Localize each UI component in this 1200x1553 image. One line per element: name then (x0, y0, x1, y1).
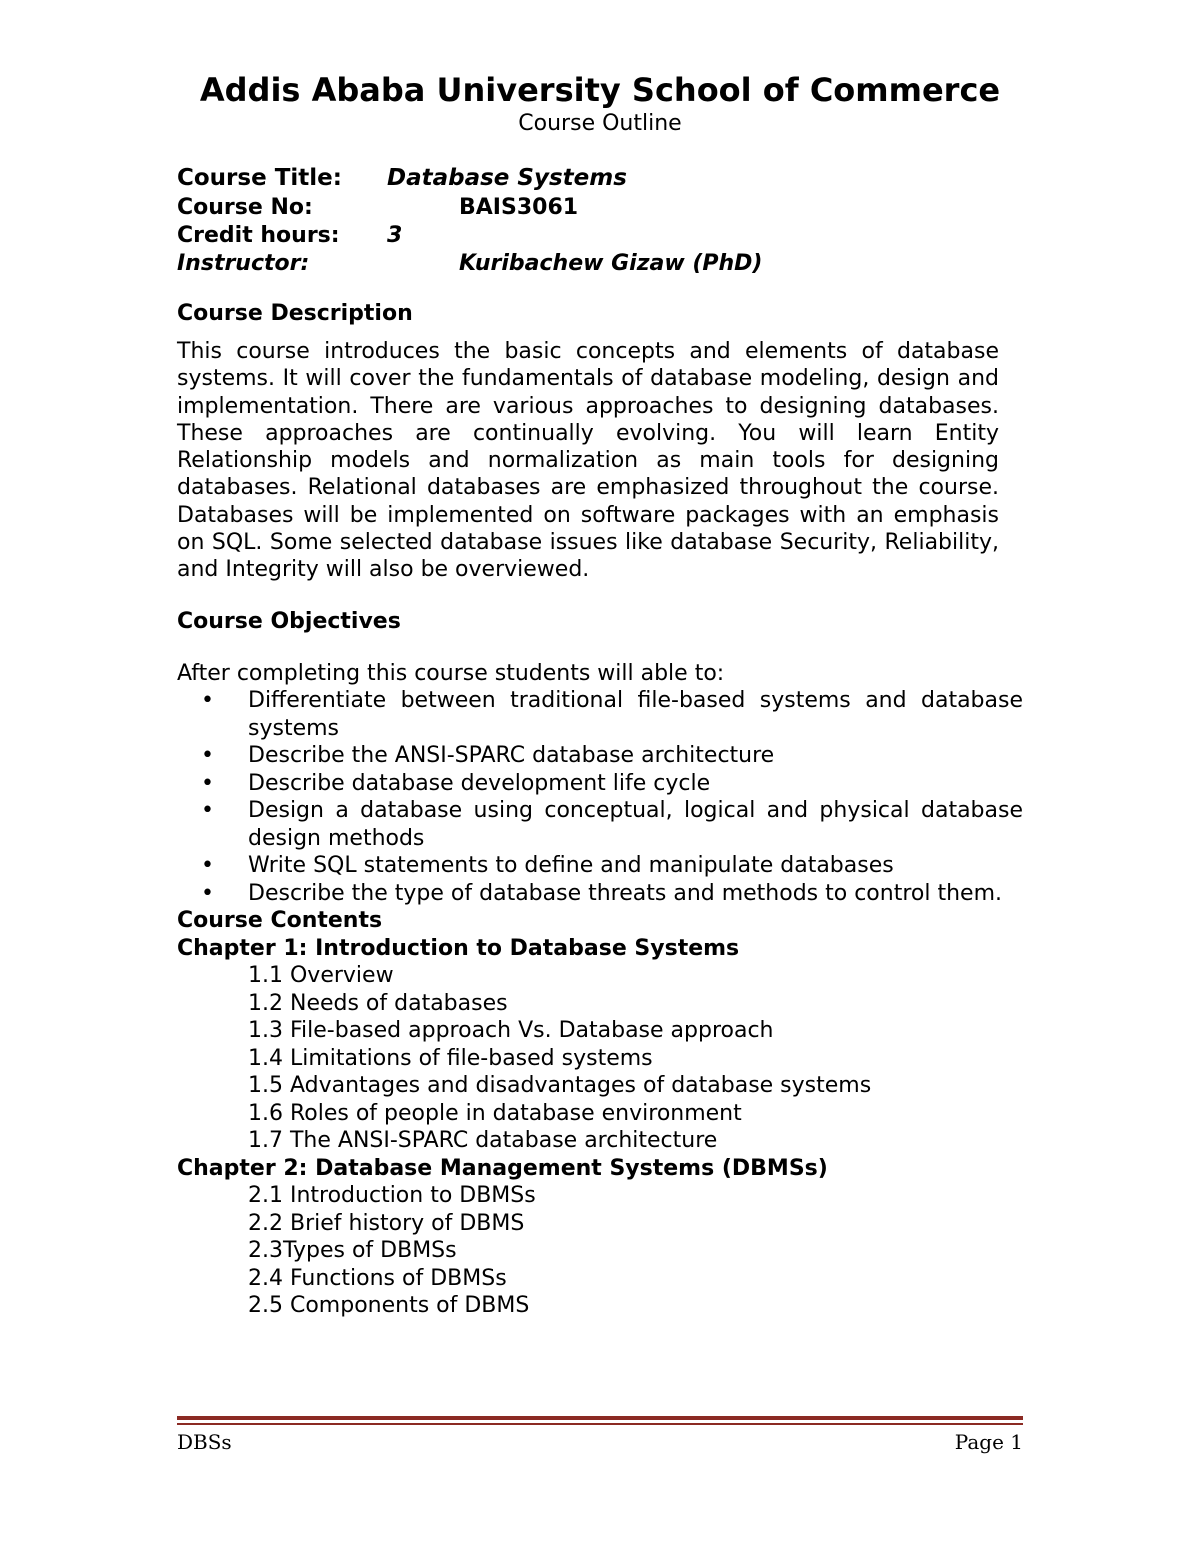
section-item: 1.1 Overview (248, 963, 394, 989)
course-title-row (177, 164, 1023, 194)
footer-doc-name: DBSs (177, 1430, 232, 1454)
university-title: Addis Ababa University School of Commerce (199, 71, 1001, 109)
section-item: 2.4 Functions of DBMSs (248, 1265, 507, 1291)
objective-item: • Describe database development life cycle (201, 770, 711, 796)
description-text: This course introduces the basic concepts and elements of database systems. It will cover the fundamentals of database modeling, design and implementation. There are various approaches to designing databases. These approaches are continually evolving. You will learn Entity Relationship models and normalization as main tools for designing databases. Relational databases are emphasized throughout the course. Databases will be implemented on software packages with an emphasis on SQL. Some selected database issues like database Security, Reliability, and Integrity will also be overviewed. (177, 339, 999, 583)
objective-item: • Describe the type of database threats and methods to control them. (201, 880, 1002, 906)
chapter-1-title: Chapter 1: Introduction to Database Systems (177, 935, 740, 961)
instructor-value: Kuribachew Gizaw (PhD) (459, 251, 763, 276)
chapter-2-sections (177, 1182, 1023, 1320)
document-subtitle: Course Outline (518, 111, 682, 136)
course-no-row (177, 194, 1023, 222)
section-item: 1.5 Advantages and disadvantages of database systems (248, 1073, 872, 1099)
bullet-icon: • (201, 688, 214, 714)
course-info (177, 164, 1023, 278)
section-item: 1.6 Roles of people in database environment (248, 1100, 742, 1126)
document-page (177, 70, 1023, 1320)
bullet-icon: • (201, 743, 214, 769)
objectives-heading: Course Objectives (177, 608, 401, 634)
instructor-label: Instructor: (177, 251, 310, 276)
course-no-label: Course No: (177, 195, 313, 220)
section-item: 1.2 Needs of databases (248, 990, 508, 1016)
instructor-row (177, 250, 1023, 278)
footer-divider-thin (177, 1423, 1023, 1425)
course-title-value: Database Systems (387, 165, 627, 191)
chapter-2-title: Chapter 2: Database Management Systems (DBMSs) (177, 1155, 828, 1181)
objectives-list (177, 687, 1023, 907)
objective-item: • Describe the ANSI-SPARC database architecture (201, 743, 775, 769)
credit-hours-value: 3 (387, 223, 403, 248)
contents-heading: Course Contents (177, 908, 383, 934)
objectives-intro: After completing this course students will able to: (177, 660, 725, 686)
section-item: 2.2 Brief history of DBMS (248, 1210, 525, 1236)
objective-item: • Design a database using conceptual, logical and physical database design methods (201, 798, 1023, 851)
page-footer (177, 1430, 1023, 1460)
description-heading: Course Description (177, 301, 413, 326)
page-number: Page 1 (954, 1430, 1023, 1454)
chapter-1-sections (177, 962, 1023, 1155)
bullet-icon: • (201, 798, 214, 824)
course-title-label: Course Title: (177, 165, 342, 191)
bullet-icon: • (201, 880, 214, 906)
bullet-icon: • (201, 853, 214, 879)
section-item: 2.5 Components of DBMS (248, 1293, 530, 1319)
credit-hours-row (177, 222, 1023, 250)
section-item: 2.1 Introduction to DBMSs (248, 1183, 536, 1209)
objective-item: • Differentiate between traditional file-based systems and database systems (201, 688, 1023, 741)
section-item: 1.7 The ANSI-SPARC database architecture (248, 1128, 718, 1154)
section-item: 1.4 Limitations of file-based systems (248, 1045, 653, 1071)
bullet-icon: • (201, 770, 214, 796)
objective-item: • Write SQL statements to define and manipulate databases (201, 853, 894, 879)
course-no-value: BAIS3061 (459, 195, 579, 220)
section-item: 1.3 File-based approach Vs. Database approach (248, 1018, 774, 1044)
section-item: 2.3Types of DBMSs (248, 1238, 457, 1264)
credit-hours-label: Credit hours: (177, 223, 340, 248)
footer-divider (177, 1416, 1023, 1420)
